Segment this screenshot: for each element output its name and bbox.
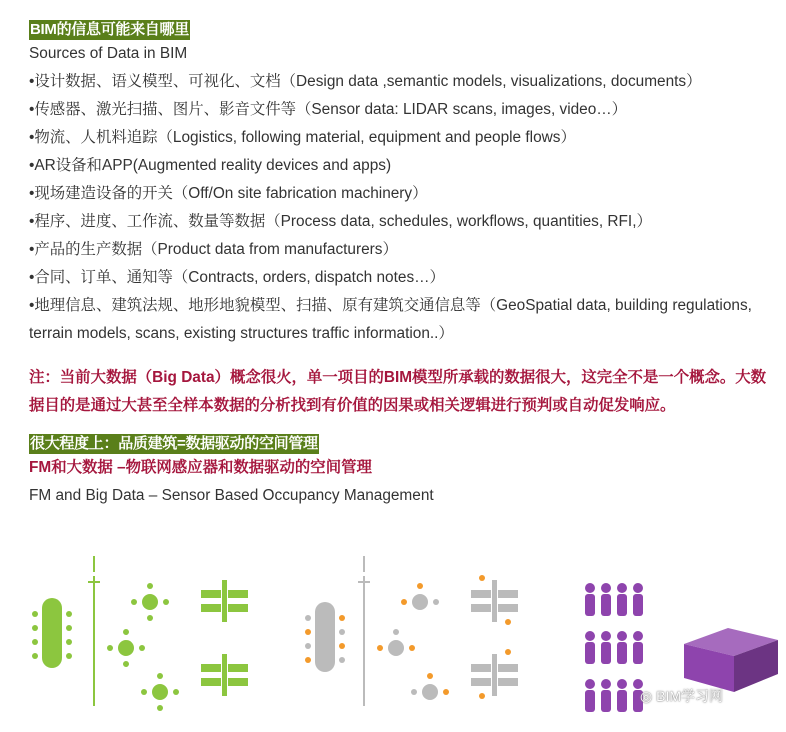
fm-subtitle: FM and Big Data – Sensor Based Occupancy Management [29, 487, 434, 504]
article-body [29, 20, 779, 510]
desk-cluster-icon [377, 583, 449, 700]
bullet-item: •程序、进度、工作流、数量等数据（Process data, schedules, workflows, quantities, RFI,） [29, 213, 652, 230]
workstation-icon [471, 575, 518, 699]
people-grid-icon [585, 583, 643, 712]
bullet-item: •AR设备和APP(Augmented reality devices and apps) [29, 157, 392, 174]
watermark-text: BIM学习网 [656, 688, 723, 704]
bullet-item: •设计数据、语义模型、可视化、文档（Design data ,semantic models, visualizations, documents） [29, 73, 702, 90]
office-layout-green [32, 556, 248, 711]
workstation-icon [201, 580, 248, 696]
fm-title: FM和大数据 –物联网感应器和数据驱动的空间管理 [29, 459, 372, 476]
meeting-table-icon [42, 598, 62, 668]
desk-cluster-icon [107, 583, 179, 711]
watermark [640, 686, 723, 706]
bullet-item: •地理信息、建筑法规、地形地貌模型、扫描、原有建筑交通信息等（GeoSpatial data, building regulations, terrain models, scans, existing structures traffic information..） [29, 297, 752, 342]
bullet-item: •产品的生产数据（Product data from manufacturers） [29, 241, 398, 258]
section-heading-sources: BIM的信息可能来自哪里 [30, 21, 189, 38]
sources-subtitle: Sources of Data in BIM [29, 45, 188, 62]
wechat-icon: ◎ [640, 688, 653, 704]
meeting-table-icon [315, 602, 335, 672]
bullet-item: •物流、人机料追踪（Logistics, following material, equipment and people flows） [29, 129, 576, 146]
big-data-note: 注：当前大数据（Big Data）概念很火，单一项目的BIM模型所承载的数据很大，这完全不是一个概念。大数据目的是通过大甚至全样本数据的分析找到有价值的因果或相关逻辑进行预判或自动促发响应。 [29, 369, 767, 414]
building-icon [684, 628, 778, 692]
section-heading-quality: 很大程度上：品质建筑=数据驱动的空间管理 [30, 435, 318, 452]
bullet-item: •合同、订单、通知等（Contracts, orders, dispatch notes…） [29, 269, 445, 286]
bullet-item: •现场建造设备的开关（Off/On site fabrication machinery） [29, 185, 428, 202]
office-layout-gray [305, 556, 518, 706]
bullet-item: •传感器、激光扫描、图片、影音文件等（Sensor data: LIDAR scans, images, video…） [29, 101, 628, 118]
